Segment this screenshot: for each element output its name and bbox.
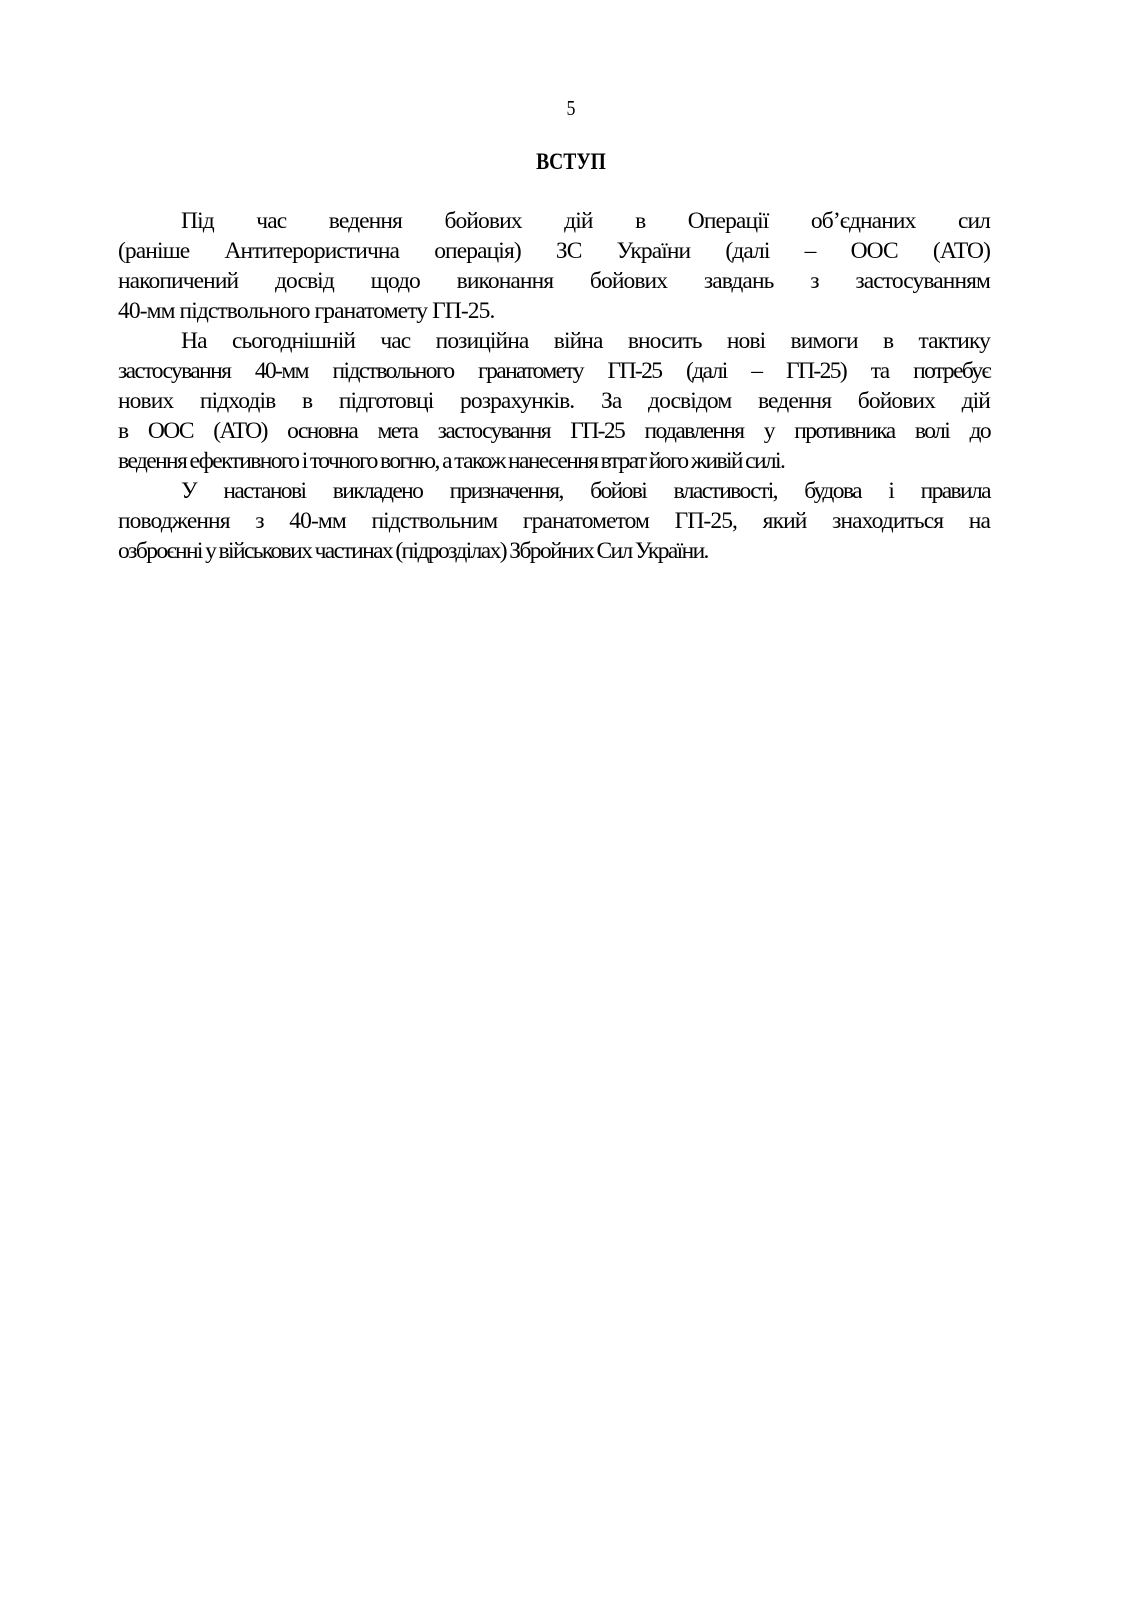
text-line: нових підходів в підготовці розрахунків. За досвідом ведення бойових дій — [118, 388, 990, 414]
text-line: накопичений досвід щодо виконання бойових завдань з застосуванням — [118, 268, 990, 294]
text-line: У настанові викладено призначення, бойові властивості, будова і правила — [181, 478, 990, 504]
text-line: застосування 40-мм підствольного гранатомету ГП-25 (далі – ГП-25) та потребує — [118, 358, 990, 384]
paragraph-2 — [118, 326, 990, 476]
text-line: поводження з 40-мм підствольним гранатометом ГП-25, який знаходиться на — [118, 508, 990, 534]
text-line: (раніше Антитерористична операція) ЗС України (далі – ООС (АТО) — [118, 238, 990, 264]
paragraph-3 — [118, 476, 990, 566]
text-line: в ООС (АТО) основна мета застосування ГП-25 подавлення у противника волі до — [118, 418, 990, 444]
text-line: 40-мм підствольного гранатомету ГП-25. — [118, 298, 495, 324]
text-line: ведення ефективного і точного вогню, а також нанесення втрат його живій силі. — [118, 448, 785, 474]
section-title: ВСТУП — [536, 149, 606, 174]
paragraph-1 — [118, 206, 990, 326]
text-line: На сьогоднішній час позиційна війна вносить нові вимоги в тактику — [181, 328, 990, 354]
page-number: 5 — [566, 96, 576, 120]
document-body — [118, 206, 990, 566]
text-line: Під час ведення бойових дій в Операції об’єднаних сил — [181, 208, 990, 234]
text-line: озброєнні у військових частинах (підрозділах) Збройних Сил України. — [118, 538, 708, 564]
